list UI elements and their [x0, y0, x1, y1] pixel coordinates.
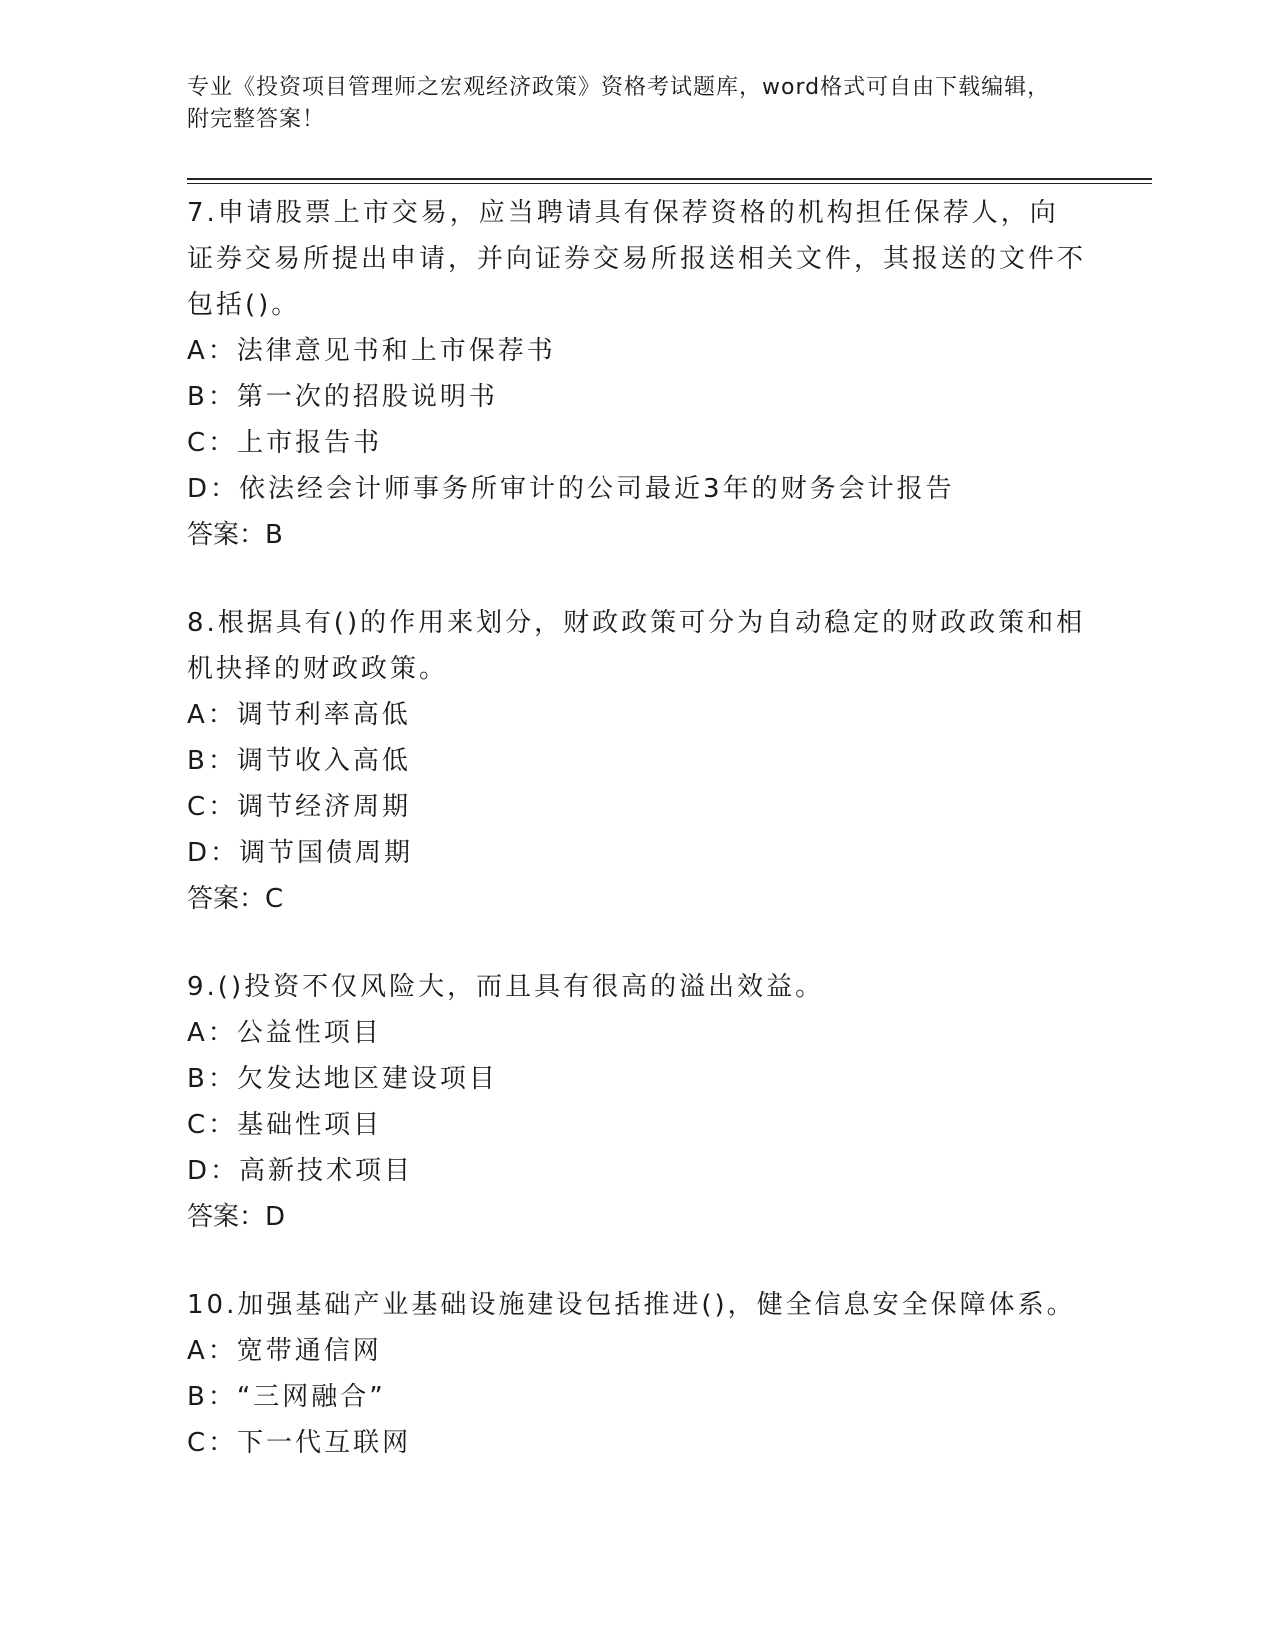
question-stem: 9.()投资不仅风险大，而且具有很高的溢出效益。	[187, 972, 825, 1002]
question-7	[187, 190, 1087, 558]
answer: 答案：D	[187, 1202, 286, 1232]
question-stem: 10.加强基础产业基础设施建设包括推进()，健全信息安全保障体系。	[187, 1290, 1076, 1320]
option-a: A：宽带通信网	[187, 1336, 382, 1366]
question-list	[187, 190, 1087, 1508]
option-c: C：下一代互联网	[187, 1428, 412, 1458]
question-stem: 7.申请股票上市交易，应当聘请具有保荐资格的机构担任保荐人，向证券交易所提出申请，并向证券交易所报送相关文件，其报送的文件不包括()。	[187, 198, 1087, 320]
option-b: B：欠发达地区建设项目	[187, 1064, 498, 1094]
option-c: C：调节经济周期	[187, 792, 412, 822]
question-9	[187, 964, 1087, 1240]
option-d: D：高新技术项目	[187, 1156, 414, 1186]
option-c: C：基础性项目	[187, 1110, 383, 1140]
option-a: A：法律意见书和上市保荐书	[187, 336, 556, 366]
option-d: D：依法经会计师事务所审计的公司最近3年的财务会计报告	[187, 474, 955, 504]
option-a: A：调节利率高低	[187, 700, 411, 730]
option-b: B：调节收入高低	[187, 746, 411, 776]
option-b: B：第一次的招股说明书	[187, 382, 498, 412]
question-stem: 8.根据具有()的作用来划分，财政政策可分为自动稳定的财政政策和相机抉择的财政政策。	[187, 608, 1086, 684]
option-d: D：调节国债周期	[187, 838, 414, 868]
option-c: C：上市报告书	[187, 428, 383, 458]
answer: 答案：C	[187, 884, 284, 914]
option-a: A：公益性项目	[187, 1018, 382, 1048]
answer: 答案：B	[187, 520, 283, 550]
question-8	[187, 600, 1087, 922]
option-b: B：“三网融合”	[187, 1382, 386, 1412]
header-rule-thick	[187, 178, 1152, 180]
question-10	[187, 1282, 1087, 1466]
header-rule-thin	[187, 183, 1152, 184]
document-header: 专业《投资项目管理师之宏观经济政策》资格考试题库，word格式可自由下载编辑，附完整答案！	[187, 75, 1051, 132]
